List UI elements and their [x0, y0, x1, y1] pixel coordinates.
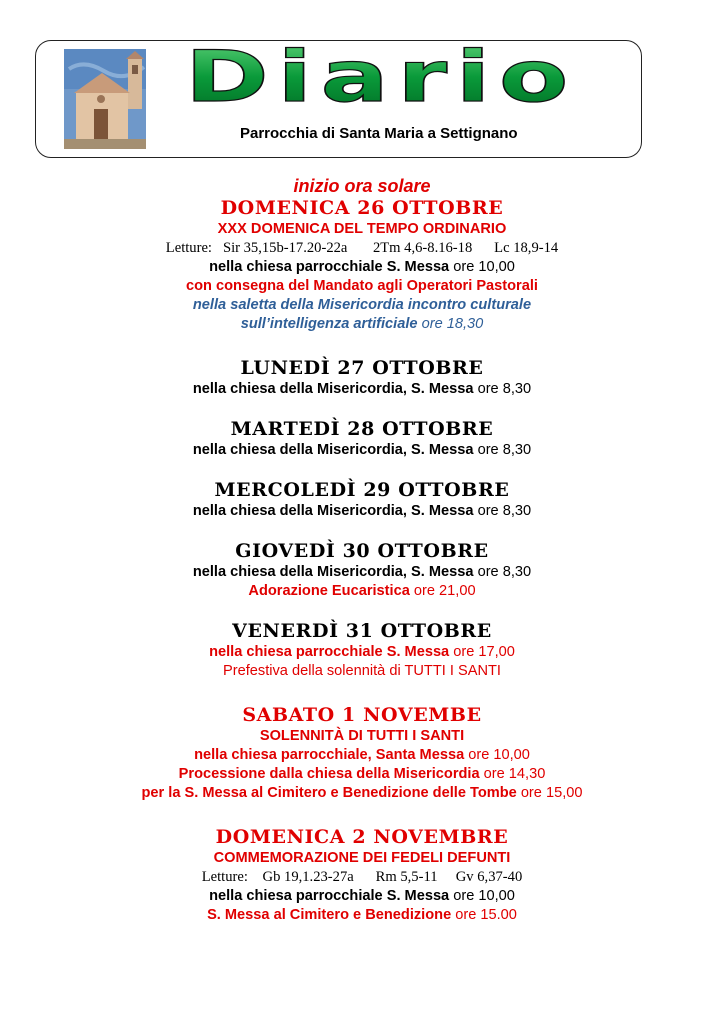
reading-2: Rm 5,5-11	[375, 869, 438, 885]
day-heading: DOMENICA 2 NOVEMBRE	[215, 826, 509, 848]
event-place: S. Messa al Cimitero e Benedizione	[207, 907, 452, 923]
day-subtitle: XXX DOMENICA DEL TEMPO ORDINARIO	[217, 221, 507, 237]
event-time: ore 15.00	[455, 907, 517, 923]
event-place: nella chiesa parrocchiale, Santa Messa	[194, 747, 465, 763]
reading-3: Lc 18,9-14	[494, 240, 559, 256]
event-line	[0, 258, 724, 277]
diario-title-wordart	[181, 41, 581, 113]
day-heading: DOMENICA 26 OTTOBRE	[220, 197, 504, 219]
reading-1: Sir 35,15b-17.20-22a	[222, 240, 348, 256]
event-time: ore 21,00	[413, 583, 476, 599]
event-line	[0, 563, 724, 582]
readings	[0, 239, 724, 258]
event-line	[0, 643, 724, 662]
day-subtitle: SOLENNITÀ DI TUTTI I SANTI	[259, 728, 465, 744]
event-line	[0, 380, 724, 399]
event-place: per la S. Messa al Cimitero e Benedizione delle Tombe	[141, 785, 517, 801]
event-time: ore 15,00	[520, 785, 583, 801]
schedule	[0, 176, 724, 925]
day-heading: MERCOLEDÌ 29 OTTOBRE	[214, 479, 510, 501]
event-place: nella chiesa parrocchiale S. Messa	[209, 888, 450, 904]
event-place: Adorazione Eucaristica	[248, 583, 410, 599]
event-note: Prefestiva della solennità di TUTTI I SANTI	[223, 663, 501, 679]
event-line	[0, 784, 724, 803]
parish-name: Parrocchia di Santa Maria a Settignano	[240, 125, 518, 142]
event-time: ore 8,30	[477, 503, 532, 519]
cultural-event-line	[0, 315, 724, 334]
reading-2: 2Tm 4,6-8.16-18	[372, 240, 473, 256]
svg-text:Diario: Diario	[185, 41, 577, 113]
event-place: nella chiesa parrocchiale S. Messa	[209, 644, 450, 660]
event-time: ore 14,30	[483, 766, 546, 782]
readings-label: Letture:	[201, 869, 248, 885]
event-place: nella chiesa della Misericordia, S. Messa	[192, 381, 474, 397]
event-line	[0, 746, 724, 765]
event-time: ore 10,00	[453, 259, 515, 275]
day-heading: LUNEDÌ 27 OTTOBRE	[240, 357, 484, 379]
event-place: nella chiesa della Misericordia, S. Messa	[192, 503, 474, 519]
day-heading: GIOVEDÌ 30 OTTOBRE	[235, 540, 489, 562]
event-place: nella chiesa della Misericordia, S. Messa	[192, 442, 474, 458]
event-place: Processione dalla chiesa della Misericordia	[178, 766, 480, 782]
reading-1: Gb 19,1.23-27a	[262, 869, 354, 885]
readings	[0, 868, 724, 887]
event-time: ore 8,30	[477, 381, 532, 397]
event-time: ore 10,00	[468, 747, 530, 763]
event-line	[0, 765, 724, 784]
day-heading: VENERDÌ 31 OTTOBRE	[232, 620, 492, 642]
header-box	[35, 40, 642, 158]
day-heading: MARTEDÌ 28 OTTOBRE	[230, 418, 494, 440]
event-place: nella chiesa parrocchiale S. Messa	[209, 259, 450, 275]
event-time: ore 8,30	[477, 442, 532, 458]
church-painting-image	[64, 49, 146, 149]
event-time: ore 8,30	[477, 564, 532, 580]
event-note: con consegna del Mandato agli Operatori Pastorali	[186, 278, 538, 294]
reading-3: Gv 6,37-40	[455, 869, 523, 885]
event-time: ore 17,00	[453, 644, 515, 660]
event-line	[0, 502, 724, 521]
event-time: ore 10,00	[453, 888, 515, 904]
event-line	[0, 887, 724, 906]
cultural-event-topic: sull’intelligenza artificiale	[240, 316, 418, 332]
cultural-event-line: nella saletta della Misericordia incontro culturale	[192, 297, 532, 313]
day-subtitle: COMMEMORAZIONE DEI FEDELI DEFUNTI	[213, 850, 511, 866]
event-place: nella chiesa della Misericordia, S. Messa	[192, 564, 474, 580]
event-time: ore 18,30	[421, 316, 484, 332]
notice-solar-time: inizio ora solare	[293, 176, 431, 196]
event-line	[0, 441, 724, 460]
readings-label: Letture:	[165, 240, 212, 256]
day-heading: SABATO 1 NOVEMBE	[242, 704, 482, 726]
event-line	[0, 582, 724, 601]
event-line	[0, 906, 724, 925]
